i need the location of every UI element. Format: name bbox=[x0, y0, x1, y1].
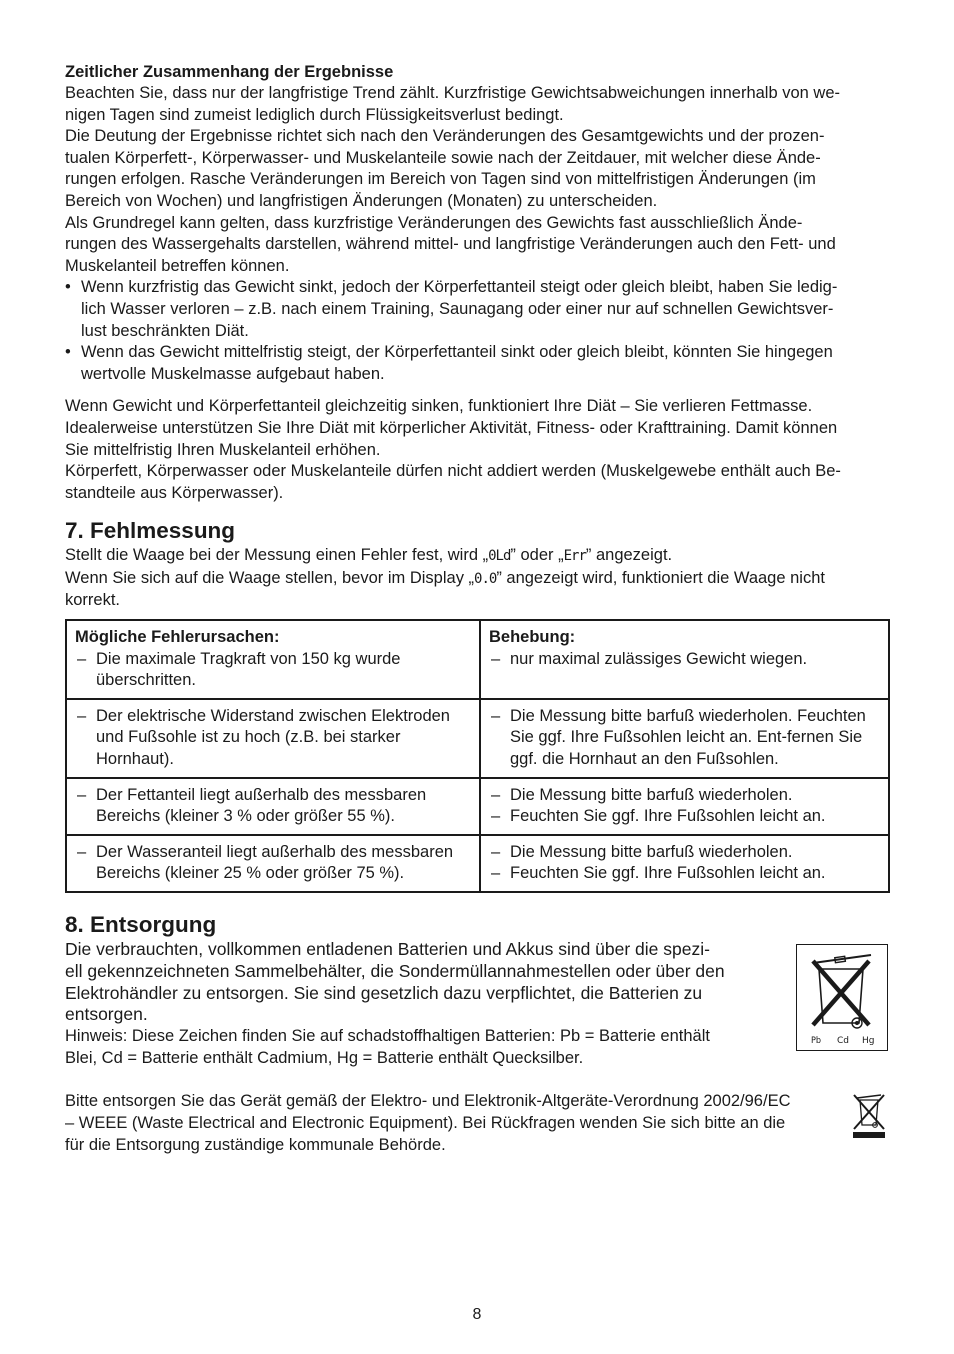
display-code-zero: 0.0 bbox=[474, 570, 497, 587]
cause-item: – Der Fettanteil liegt außerhalb des messbaren Bereichs (kleiner 3 % oder größer 55 %). bbox=[75, 785, 471, 828]
table-row bbox=[66, 835, 889, 892]
disposal-text bbox=[65, 939, 787, 1069]
fix-header: Behebung: bbox=[489, 628, 576, 647]
weee-text bbox=[65, 1091, 835, 1156]
error-table bbox=[65, 619, 890, 893]
timing-bullet-list bbox=[65, 277, 890, 385]
crossed-bin-weee-icon bbox=[849, 1091, 889, 1143]
table-cell bbox=[66, 778, 480, 835]
timing-paragraph-5: Körperfett, Körperwasser oder Muskelanteile dürfen nicht addiert werden (Muskelgewebe enthält auch Be- standteile aus Körperwasser). bbox=[65, 462, 841, 502]
section-error bbox=[65, 517, 890, 893]
table-cell bbox=[480, 778, 889, 835]
error-paragraph: Stellt die Waage bei der Messung einen Fehler fest, wird „0Ld” oder „Err” angezeigt. Wenn Sie sich auf die Waage stellen, bevor im Display „0.0” angezeigt wird, funktioniert die Waage nicht korrekt. bbox=[65, 546, 825, 610]
table-cell bbox=[480, 620, 889, 699]
timing-heading: Zeitlicher Zusammenhang der Ergebnisse bbox=[65, 63, 394, 81]
section-disposal bbox=[65, 911, 890, 1069]
table-cell bbox=[66, 620, 480, 699]
fix-item: – Die Messung bitte barfuß wiederholen. Feuchten Sie ggf. Ihre Fußsohlen leicht an. Ent-fernen Sie ggf. die Hornhaut an den Fußsohlen. bbox=[489, 706, 880, 771]
document-page bbox=[65, 62, 890, 1156]
disposal-paragraph-1: Die verbrauchten, vollkommen entladenen Batterien und Akkus sind über die spezi- ell gekennzeichneten Sammelbehälter, die Sondermüllannahmestellen oder über den Elektrohändler zu entsorgen. Sie sind gesetzlich dazu verpflichtet, die Batterien zu entsorgen. bbox=[65, 939, 725, 1025]
display-code-err: Err bbox=[563, 548, 586, 565]
table-row bbox=[66, 699, 889, 778]
error-heading: 7. Fehlmessung bbox=[65, 518, 236, 544]
table-cell bbox=[480, 699, 889, 778]
cause-item: – Der Wasseranteil liegt außerhalb des messbaren Bereichs (kleiner 25 % oder größer 75 %). bbox=[75, 842, 471, 885]
battery-label-pb: Pb bbox=[811, 1036, 822, 1046]
fix-item: – Die Messung bitte barfuß wiederholen. bbox=[489, 842, 880, 864]
table-cell bbox=[66, 835, 480, 892]
timing-paragraph-4: Wenn Gewicht und Körperfettanteil gleichzeitig sinken, funktioniert Ihre Diät – Sie verlieren Fettmasse. Idealerweise unterstützen Sie Ihre Diät mit körperlicher Aktivität, Fitness- oder Krafttraining. Damit können Sie mittelfristig Ihren Muskelanteil erhöhen. bbox=[65, 397, 838, 459]
weee-block bbox=[65, 1091, 890, 1156]
page-number: 8 bbox=[472, 1306, 482, 1323]
cause-header: Mögliche Fehlerursachen: bbox=[75, 628, 280, 647]
fix-item: – Feuchten Sie ggf. Ihre Fußsohlen leicht an. bbox=[489, 806, 880, 828]
fix-item: – Feuchten Sie ggf. Ihre Fußsohlen leicht an. bbox=[489, 863, 880, 885]
fix-item: – nur maximal zulässiges Gewicht wiegen. bbox=[489, 649, 880, 671]
timing-paragraph-2: Die Deutung der Ergebnisse richtet sich nach den Veränderungen des Gesamtgewichts und der prozen- tualen Körperfett-, Körperwasser- und Muskelanteile sowie nach der Zeitdauer, mit welcher diese Ände- rungen erfolgen. Rasche Veränderungen im Bereich von Tagen sind von mittelfristigen Änderungen (im Bereich von Wochen) und langfristigen Änderungen (Monaten) zu unterscheiden. bbox=[65, 127, 825, 210]
cause-item: – Der elektrische Widerstand zwischen Elektroden und Fußsohle ist zu hoch (z.B. bei starker Hornhaut). bbox=[75, 706, 471, 771]
cause-item: – Die maximale Tragkraft von 150 kg wurde überschritten. bbox=[75, 649, 471, 692]
table-row bbox=[66, 778, 889, 835]
list-item: • Wenn kurzfristig das Gewicht sinkt, jedoch der Körperfettanteil steigt oder gleich bleibt, haben Sie ledig- lich Wasser verloren – z.B. nach einem Training, Saunagang oder einer nur auf schnellen Gewichtsver- lust beschränkten Diät. bbox=[65, 277, 890, 342]
display-code-old: 0Ld bbox=[488, 548, 511, 565]
list-item: • Wenn das Gewicht mittelfristig steigt, der Körperfettanteil sinkt oder gleich bleibt, könnten Sie hingegen wertvolle Muskelmasse aufgebaut haben. bbox=[65, 342, 890, 385]
disposal-paragraph-2: Hinweis: Diese Zeichen finden Sie auf schadstoffhaltigen Batterien: Pb = Batterie enthält Blei, Cd = Batterie enthält Cadmium, Hg = Batterie enthält Quecksilber. bbox=[65, 1027, 710, 1067]
timing-paragraph-1: Beachten Sie, dass nur der langfristige Trend zählt. Kurzfristige Gewichtsabweichungen innerhalb von we- nigen Tagen sind zumeist lediglich durch Flüssigkeitsverlust bedingt. bbox=[65, 84, 841, 124]
section-timing bbox=[65, 62, 890, 504]
disposal-paragraph-3: Bitte entsorgen Sie das Gerät gemäß der Elektro- und Elektronik-Altgeräte-Verordnung 2002/96/EC – WEEE (Waste Electrical and Electronic Equipment). Bei Rückfragen wenden Sie sich bitte an die für die Entsorgung zuständige kommunale Behörde. bbox=[65, 1092, 791, 1154]
disposal-heading: 8. Entsorgung bbox=[65, 912, 217, 937]
fix-item: – Die Messung bitte barfuß wiederholen. bbox=[489, 785, 880, 807]
table-cell bbox=[480, 835, 889, 892]
crossed-bin-battery-icon bbox=[796, 944, 888, 1051]
timing-paragraph-3: Als Grundregel kann gelten, dass kurzfristige Veränderungen des Gewichts fast ausschließlich Ände- rungen des Wassergehalts darstellen, während mittel- und langfristige Veränderungen auch den Fett- und Muskelanteil betreffen können. bbox=[65, 213, 836, 275]
battery-label-cd: Cd bbox=[837, 1036, 849, 1046]
battery-label-hg: Hg bbox=[862, 1036, 875, 1046]
table-row bbox=[66, 620, 889, 699]
table-cell bbox=[66, 699, 480, 778]
